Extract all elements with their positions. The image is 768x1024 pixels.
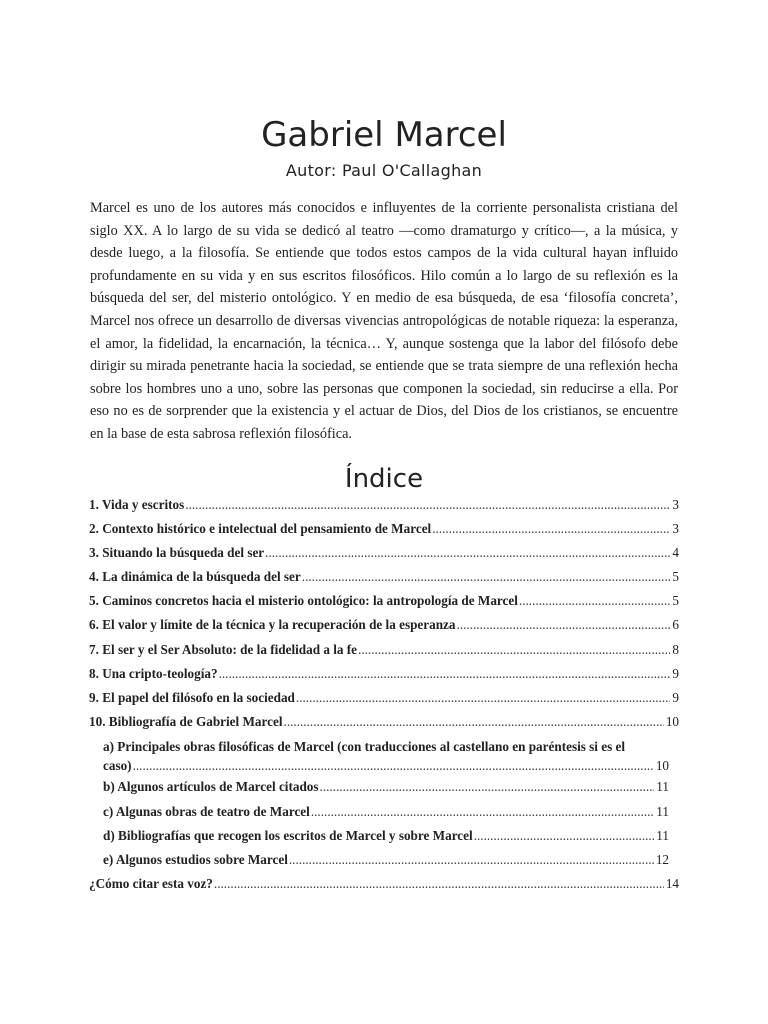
toc-entry-1[interactable] [89,496,679,520]
toc-entry-9[interactable] [89,689,679,713]
toc-entry-page: 14 [665,876,679,892]
toc-entry-page: 5 [672,569,679,585]
toc-entry-label: c) Algunas obras de teatro de Marcel [103,803,310,819]
toc-leader [284,713,664,731]
toc-leader [457,616,671,634]
toc-entry-label: 8. Una cripto-teología? [89,665,218,681]
toc-subentry-d[interactable] [89,827,679,851]
author-line: Autor: Paul O'Callaghan [285,161,483,180]
toc-subentry-a[interactable] [89,737,679,778]
toc-entry-4[interactable] [89,568,679,592]
toc-entry-page: 3 [672,496,679,512]
toc-leader [474,827,655,845]
toc-subentry-b[interactable] [89,778,679,802]
table-of-contents [89,496,679,900]
toc-entry-6[interactable] [89,616,679,640]
toc-entry-label: 6. El valor y límite de la técnica y la recuperación de la esperanza [89,617,456,633]
toc-entry-page: 6 [672,617,679,633]
toc-entry-label: 1. Vida y escritos [89,496,185,512]
toc-entry-7[interactable] [89,641,679,665]
toc-leader [432,520,670,538]
toc-entry-page: 11 [656,779,669,795]
toc-leader [289,851,654,869]
toc-entry-label: 9. El papel del filósofo en la sociedad [89,690,295,706]
toc-entry-page: 11 [656,803,669,819]
toc-heading: Índice [344,463,424,494]
toc-leader [311,803,654,821]
toc-entry-label: ¿Cómo citar esta voz? [89,876,213,892]
toc-leader [265,544,670,562]
toc-entry-label: e) Algunos estudios sobre Marcel [103,851,288,867]
toc-entry-label: 2. Contexto histórico e intelectual del pensamiento de Marcel [89,520,432,536]
toc-entry-continuation [103,756,669,775]
toc-entry-page: 10 [665,714,679,730]
toc-entry-label: 7. El ser y el Ser Absoluto: de la fidelidad a la fe [89,641,358,657]
toc-entry-label: 5. Caminos concretos hacia el misterio ontológico: la antropología de Marcel [89,593,518,609]
toc-entry-page: 8 [672,641,679,657]
toc-entry-3[interactable] [89,544,679,568]
toc-entry-2[interactable] [89,520,679,544]
toc-entry-5[interactable] [89,592,679,616]
toc-entry-page: 10 [655,758,669,774]
abstract-paragraph: Marcel es uno de los autores más conocidos e influyentes de la corriente personalista cristiana del siglo XX. A lo largo de su vida se dedicó al teatro —como dramaturgo y crítico—, a la música, y desde luego, a la filosofía. Se entiende que todos estos campos de la vida cultural hayan influido profundamente en su vida y en sus escritos filosóficos. Hilo común a lo largo de su reflexión es la búsqueda del ser, del misterio ontológico. Y en medio de esa búsqueda, de esa ‘filosofía concreta’, Marcel nos ofrece un desarrollo de diversas vivencias antropológicas de notable riqueza: la esperanza, el amor, la fidelidad, la encarnación, la técnica… Y, aunque sostenga que la labor del filósofo debe dirigir su mirada penetrante hacia la sociedad, se entiende que se trata siempre de una reflexión hecha sobre los hombres uno a uno, sobre las personas que componen la sociedad, sin reducirse a ella. Por eso no es de sorprender que la existencia y el actuar de Dios, del Dios de los cristianos, se encuentre en la base de esta sabrosa reflexión filosófica. [90,200,678,442]
toc-subentry-c[interactable] [89,803,679,827]
toc-entry-8[interactable] [89,665,679,689]
toc-entry-page: 9 [672,690,679,706]
toc-entry-label: 3. Situando la búsqueda del ser [89,544,265,560]
toc-entry-page: 11 [656,827,669,843]
toc-leader [133,756,654,775]
toc-leader [214,875,664,893]
toc-entry-label: 4. La dinámica de la búsqueda del ser [89,569,301,585]
toc-entry-label: b) Algunos artículos de Marcel citados [103,779,319,795]
toc-entry-page: 4 [672,544,679,560]
toc-entry-cite[interactable] [89,875,679,899]
document-title: Gabriel Marcel [261,115,507,155]
toc-entry-label: 10. Bibliografía de Gabriel Marcel [89,714,283,730]
toc-entry-page: 12 [655,851,669,867]
toc-entry-label: a) Principales obras filosóficas de Marcel (con traducciones al castellano en paréntesis si es el [103,739,626,755]
toc-entry-label-cont: caso) [103,758,132,774]
toc-entry-label: d) Bibliografías que recogen los escritos de Marcel y sobre Marcel [103,827,473,843]
toc-entry-page: 5 [672,593,679,609]
toc-subentry-e[interactable] [89,851,679,875]
toc-leader [296,689,671,707]
toc-leader [358,641,670,659]
toc-leader [519,592,671,610]
toc-entry-10[interactable] [89,713,679,737]
toc-entry-page: 3 [672,520,679,536]
toc-leader [185,496,670,514]
toc-leader [302,568,671,586]
toc-leader [320,778,655,796]
toc-entry-page: 9 [672,665,679,681]
toc-leader [219,665,671,683]
